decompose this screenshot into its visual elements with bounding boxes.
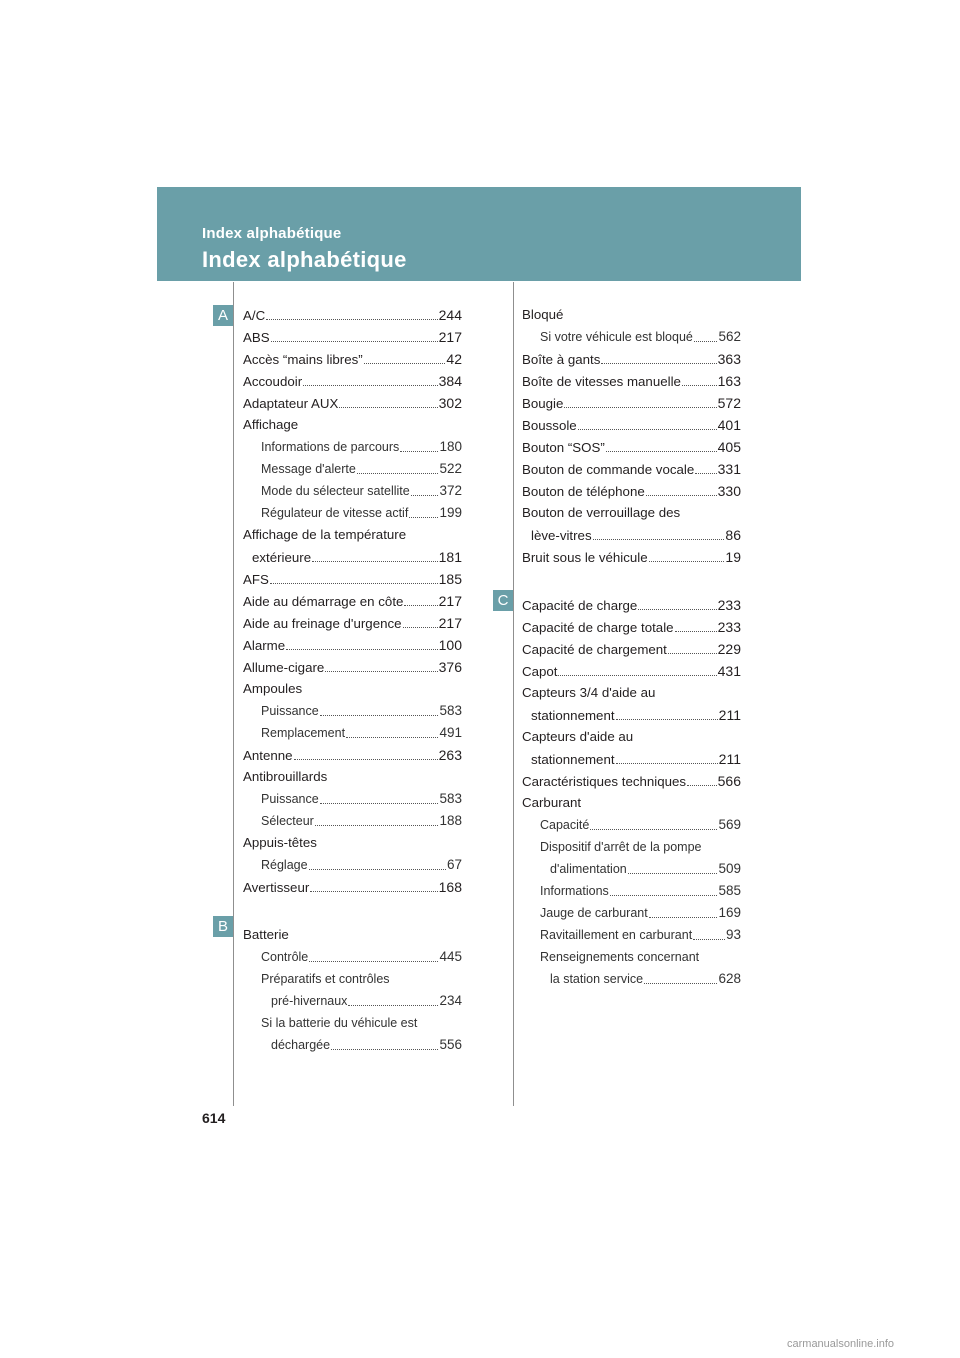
entry-page: 217 xyxy=(438,329,462,345)
dot-leader xyxy=(400,451,438,452)
dot-leader xyxy=(315,825,439,826)
index-entry[interactable] xyxy=(243,502,462,524)
entry-label: d'alimentation xyxy=(550,862,627,876)
index-heading: Affichage de la température xyxy=(243,527,407,542)
entry-page: 583 xyxy=(439,791,462,806)
entry-label: Bougie xyxy=(522,396,564,411)
dot-leader xyxy=(331,1049,438,1050)
entry-label: Informations de parcours xyxy=(261,440,400,454)
index-entry[interactable] xyxy=(522,414,741,436)
entry-label: stationnement xyxy=(531,708,615,723)
entry-label: ABS xyxy=(243,330,270,345)
section-b-entries xyxy=(243,924,462,1056)
entry-label: Allume-cigare xyxy=(243,660,325,675)
entry-label: Contrôle xyxy=(261,950,309,964)
entry-label: Antenne xyxy=(243,748,293,763)
entry-page: 180 xyxy=(439,439,462,454)
dot-leader xyxy=(303,385,438,386)
index-entry[interactable] xyxy=(522,392,741,414)
dot-leader xyxy=(564,407,716,408)
entry-page: 163 xyxy=(717,373,741,389)
entry-page: 263 xyxy=(438,747,462,763)
entry-label: Ravitaillement en carburant xyxy=(540,928,693,942)
index-entry[interactable] xyxy=(243,788,462,810)
dot-leader xyxy=(590,829,717,830)
index-entry[interactable] xyxy=(243,480,462,502)
entry-page: 93 xyxy=(725,927,741,942)
entry-label: Régulateur de vitesse actif xyxy=(261,506,409,520)
entry-label: Si votre véhicule est bloqué xyxy=(540,330,693,344)
dot-leader xyxy=(601,363,716,364)
dot-leader xyxy=(364,363,446,364)
index-column-left xyxy=(243,304,462,1056)
index-entry[interactable] xyxy=(522,524,741,546)
index-entry[interactable] xyxy=(243,946,462,968)
entry-page: 330 xyxy=(717,483,741,499)
entry-page: 372 xyxy=(439,483,462,498)
entry-label: AFS xyxy=(243,572,269,587)
dot-leader xyxy=(320,715,439,716)
index-entry[interactable] xyxy=(522,594,741,616)
dot-leader xyxy=(649,917,718,918)
entry-label: Puissance xyxy=(261,704,319,718)
entry-label: Aide au freinage d'urgence xyxy=(243,616,402,631)
entry-label: Accoudoir xyxy=(243,374,303,389)
index-entry[interactable] xyxy=(243,612,462,634)
dot-leader xyxy=(339,407,437,408)
section-a-entries xyxy=(243,304,462,898)
dot-leader xyxy=(695,473,716,474)
index-entry[interactable] xyxy=(522,660,741,682)
letter-tab-c: C xyxy=(493,590,513,611)
entry-label: Réglage xyxy=(261,858,308,872)
dot-leader xyxy=(687,785,717,786)
index-entry[interactable] xyxy=(243,326,462,348)
index-heading: Préparatifs et contrôles xyxy=(261,972,390,986)
entry-page: 233 xyxy=(717,597,741,613)
index-entry[interactable] xyxy=(243,348,462,370)
dot-leader xyxy=(616,763,718,764)
dot-leader xyxy=(403,627,438,628)
entry-label: Sélecteur xyxy=(261,814,314,828)
index-entry[interactable] xyxy=(522,326,741,348)
entry-label: Alarme xyxy=(243,638,286,653)
dot-leader xyxy=(312,561,438,562)
index-entry[interactable] xyxy=(522,704,741,726)
entry-label: pré-hivernaux xyxy=(271,994,348,1008)
entry-page: 363 xyxy=(717,351,741,367)
entry-page: 42 xyxy=(446,351,462,367)
entry-page: 522 xyxy=(439,461,462,476)
entry-page: 100 xyxy=(438,637,462,653)
dot-leader xyxy=(644,983,717,984)
dot-leader xyxy=(270,583,438,584)
entry-page: 376 xyxy=(438,659,462,675)
dot-leader xyxy=(638,609,716,610)
index-heading: Dispositif d'arrêt de la pompe xyxy=(540,840,702,854)
entry-label: lève-vitres xyxy=(531,528,592,543)
dot-leader xyxy=(309,869,446,870)
dot-leader xyxy=(694,341,718,342)
index-entry[interactable] xyxy=(522,880,741,902)
index-heading: Affichage xyxy=(243,417,299,432)
section-b-entries-cont xyxy=(522,304,741,568)
index-heading: Ampoules xyxy=(243,681,303,696)
index-heading: Batterie xyxy=(243,927,289,942)
index-entry[interactable] xyxy=(522,370,741,392)
header-band xyxy=(157,187,801,281)
dot-leader xyxy=(348,1005,438,1006)
entry-label: Boussole xyxy=(522,418,577,433)
index-entry[interactable] xyxy=(243,458,462,480)
index-entry[interactable] xyxy=(243,700,462,722)
index-entry[interactable] xyxy=(243,436,462,458)
dot-leader xyxy=(606,451,717,452)
dot-leader xyxy=(309,961,438,962)
entry-label: stationnement xyxy=(531,752,615,767)
entry-label: Informations xyxy=(540,884,609,898)
dot-leader xyxy=(271,341,438,342)
index-heading: Capteurs 3/4 d'aide au xyxy=(522,685,656,700)
entry-label: Message d'alerte xyxy=(261,462,356,476)
dot-leader xyxy=(646,495,717,496)
section-c-entries xyxy=(522,594,741,990)
index-entry[interactable] xyxy=(522,902,741,924)
dot-leader xyxy=(325,671,437,672)
entry-page: 181 xyxy=(438,549,462,565)
dot-leader xyxy=(682,385,717,386)
index-entry[interactable] xyxy=(243,634,462,656)
dot-leader xyxy=(693,939,725,940)
entry-page: 233 xyxy=(717,619,741,635)
dot-leader xyxy=(409,517,438,518)
index-entry[interactable] xyxy=(522,616,741,638)
index-entry[interactable] xyxy=(243,876,462,898)
column-divider-left xyxy=(233,282,234,1106)
dot-leader xyxy=(320,803,439,804)
entry-label: Capacité xyxy=(540,818,590,832)
index-entry[interactable] xyxy=(243,656,462,678)
entry-label: Mode du sélecteur satellite xyxy=(261,484,410,498)
index-heading: Antibrouillards xyxy=(243,769,328,784)
entry-page: 384 xyxy=(438,373,462,389)
index-entry[interactable] xyxy=(243,854,462,876)
dot-leader xyxy=(628,873,718,874)
entry-label: Boîte à gants xyxy=(522,352,601,367)
dot-leader xyxy=(404,605,437,606)
entry-page: 211 xyxy=(718,751,741,767)
entry-page: 405 xyxy=(717,439,741,455)
entry-page: 217 xyxy=(438,615,462,631)
dot-leader xyxy=(668,653,717,654)
entry-page: 244 xyxy=(438,307,462,323)
page-title: Index alphabétique xyxy=(202,247,407,272)
entry-page: 431 xyxy=(717,663,741,679)
entry-label: Capacité de charge totale xyxy=(522,620,674,635)
index-entry[interactable] xyxy=(522,814,741,836)
dot-leader xyxy=(593,539,725,540)
index-entry[interactable] xyxy=(243,590,462,612)
page-number: 614 xyxy=(202,1110,226,1126)
entry-label: extérieure xyxy=(252,550,312,565)
dot-leader xyxy=(310,891,437,892)
entry-label: Capacité de chargement xyxy=(522,642,667,657)
entry-label: A/C xyxy=(243,308,266,323)
entry-label: déchargée xyxy=(271,1038,331,1052)
dot-leader xyxy=(357,473,439,474)
entry-page: 86 xyxy=(725,527,741,543)
index-entry[interactable] xyxy=(522,638,741,660)
watermark-text: carmanualsonline.info xyxy=(787,1338,895,1350)
entry-label: Puissance xyxy=(261,792,319,806)
entry-page: 509 xyxy=(718,861,741,876)
entry-page: 566 xyxy=(717,773,741,789)
dot-leader xyxy=(578,429,717,430)
entry-page: 188 xyxy=(439,813,462,828)
index-entry[interactable] xyxy=(243,810,462,832)
letter-tab-a: A xyxy=(213,305,233,326)
entry-label: Capot xyxy=(522,664,558,679)
entry-page: 491 xyxy=(439,725,462,740)
index-entry[interactable] xyxy=(243,1034,462,1056)
letter-tab-b: B xyxy=(213,916,233,937)
index-entry[interactable] xyxy=(522,770,741,792)
index-entry[interactable] xyxy=(243,990,462,1012)
dot-leader xyxy=(558,675,716,676)
entry-page: 628 xyxy=(718,971,741,986)
entry-page: 569 xyxy=(718,817,741,832)
entry-label: Bruit sous le véhicule xyxy=(522,550,648,565)
dot-leader xyxy=(616,719,718,720)
index-entry[interactable] xyxy=(243,304,462,326)
dot-leader xyxy=(294,759,438,760)
entry-label: Aide au démarrage en côte xyxy=(243,594,404,609)
index-heading: Capteurs d'aide au xyxy=(522,729,634,744)
entry-page: 199 xyxy=(439,505,462,520)
header-subtitle: Index alphabétique xyxy=(202,225,342,242)
entry-label: Remplacement xyxy=(261,726,346,740)
entry-page: 169 xyxy=(718,905,741,920)
dot-leader xyxy=(286,649,438,650)
index-entry[interactable] xyxy=(522,924,741,946)
entry-page: 583 xyxy=(439,703,462,718)
index-column-right xyxy=(522,304,741,990)
entry-page: 229 xyxy=(717,641,741,657)
entry-label: Accès “mains libres” xyxy=(243,352,363,367)
entry-page: 585 xyxy=(718,883,741,898)
entry-label: Bouton de commande vocale xyxy=(522,462,695,477)
entry-label: Adaptateur AUX xyxy=(243,396,339,411)
entry-page: 302 xyxy=(438,395,462,411)
entry-page: 562 xyxy=(718,329,741,344)
index-entry[interactable] xyxy=(522,458,741,480)
dot-leader xyxy=(649,561,725,562)
index-entry[interactable] xyxy=(243,370,462,392)
index-entry[interactable] xyxy=(243,546,462,568)
index-entry[interactable] xyxy=(243,392,462,414)
entry-page: 168 xyxy=(438,879,462,895)
entry-page: 234 xyxy=(439,993,462,1008)
column-divider-right xyxy=(513,282,514,1106)
index-heading: Bouton de verrouillage des xyxy=(522,505,681,520)
index-entry[interactable] xyxy=(522,748,741,770)
entry-page: 572 xyxy=(717,395,741,411)
entry-label: Jauge de carburant xyxy=(540,906,648,920)
dot-leader xyxy=(411,495,439,496)
index-entry[interactable] xyxy=(522,436,741,458)
index-entry[interactable] xyxy=(522,858,741,880)
entry-page: 217 xyxy=(438,593,462,609)
entry-label: la station service xyxy=(550,972,644,986)
dot-leader xyxy=(346,737,438,738)
index-heading: Carburant xyxy=(522,795,582,810)
index-entry[interactable] xyxy=(243,568,462,590)
entry-page: 331 xyxy=(717,461,741,477)
index-entry[interactable] xyxy=(243,744,462,766)
index-entry[interactable] xyxy=(522,546,741,568)
entry-label: Capacité de charge xyxy=(522,598,638,613)
entry-label: Bouton “SOS” xyxy=(522,440,605,455)
dot-leader xyxy=(675,631,717,632)
entry-page: 185 xyxy=(438,571,462,587)
entry-label: Avertisseur xyxy=(243,880,310,895)
entry-page: 556 xyxy=(439,1037,462,1052)
entry-label: Caractéristiques techniques xyxy=(522,774,687,789)
index-entry[interactable] xyxy=(243,722,462,744)
entry-label: Boîte de vitesses manuelle xyxy=(522,374,681,389)
index-entry[interactable] xyxy=(522,480,741,502)
entry-page: 401 xyxy=(717,417,741,433)
index-entry[interactable] xyxy=(522,968,741,990)
entry-page: 445 xyxy=(439,949,462,964)
entry-page: 211 xyxy=(718,707,741,723)
index-heading: Appuis-têtes xyxy=(243,835,317,850)
entry-label: Bouton de téléphone xyxy=(522,484,645,499)
index-heading: Bloqué xyxy=(522,307,564,322)
entry-page: 19 xyxy=(725,549,741,565)
index-entry[interactable] xyxy=(522,348,741,370)
index-heading: Si la batterie du véhicule est xyxy=(261,1016,418,1030)
dot-leader xyxy=(266,319,437,320)
dot-leader xyxy=(610,895,718,896)
entry-page: 67 xyxy=(446,857,462,872)
index-heading: Renseignements concernant xyxy=(540,950,700,964)
